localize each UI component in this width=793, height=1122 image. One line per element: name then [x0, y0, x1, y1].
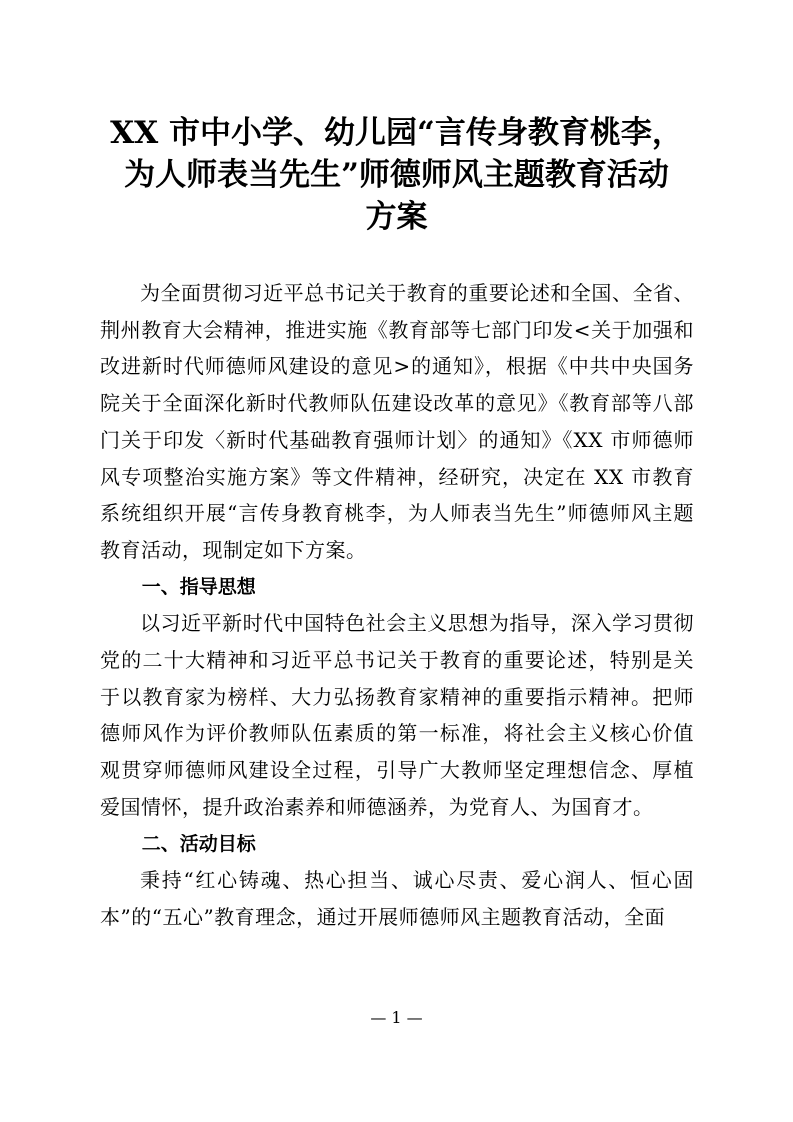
document-title — [90, 112, 703, 238]
title-line-1: XX 市中小学、幼儿园“言传身教育桃李， — [110, 115, 683, 151]
document-body — [100, 275, 694, 936]
section-heading-guiding-ideology: 一、指导思想 — [141, 575, 256, 598]
title-line-2: 为人师表当先生”师德师风主题教育活动 — [124, 157, 669, 193]
section-heading-activity-goals: 二、活动目标 — [141, 832, 256, 855]
intro-paragraph: 为全面贯彻习近平总书记关于教育的重要论述和全国、全省、荆州教育大会精神，推进实施《教育部等七部门印发<关于加强和改进新时代师德师风建设的意见>的通知》，根据《中共中央国务院关于全面深化新时代教师队伍建设改革的意见》《教育部等八部门关于印发〈新时代基础教育强师计划〉的通知》《XX 市师德师风专项整治实施方案》等文件精神，经研究，决定在 XX 市教育系统组织开展“言传身教育桃李，为人师表当先生”师德师风主题教育活动，现制定如下方案。 — [100, 281, 694, 562]
page-number: — 1 — — [370, 1008, 423, 1027]
section-paragraph-guiding-ideology: 以习近平新时代中国特色社会主义思想为指导，深入学习贯彻党的二十大精神和习近平总书记关于教育的重要论述，特别是关于以教育家为榜样、大力弘扬教育家精神的重要指示精神。把师德师风作为评价教师队伍素质的第一标准，将社会主义核心价值观贯穿师德师风建设全过程，引导广大教师坚定理想信念、厚植爱国情怀，提升政治素养和师德涵养，为党育人、为国育才。 — [100, 611, 694, 819]
section-paragraph-activity-goals: 秉持“红心铸魂、热心担当、诚心尽责、爱心润人、恒心固本”的“五心”教育理念，通过开展师德师风主题教育活动，全面 — [100, 868, 694, 929]
title-line-3: 方案 — [365, 199, 428, 235]
